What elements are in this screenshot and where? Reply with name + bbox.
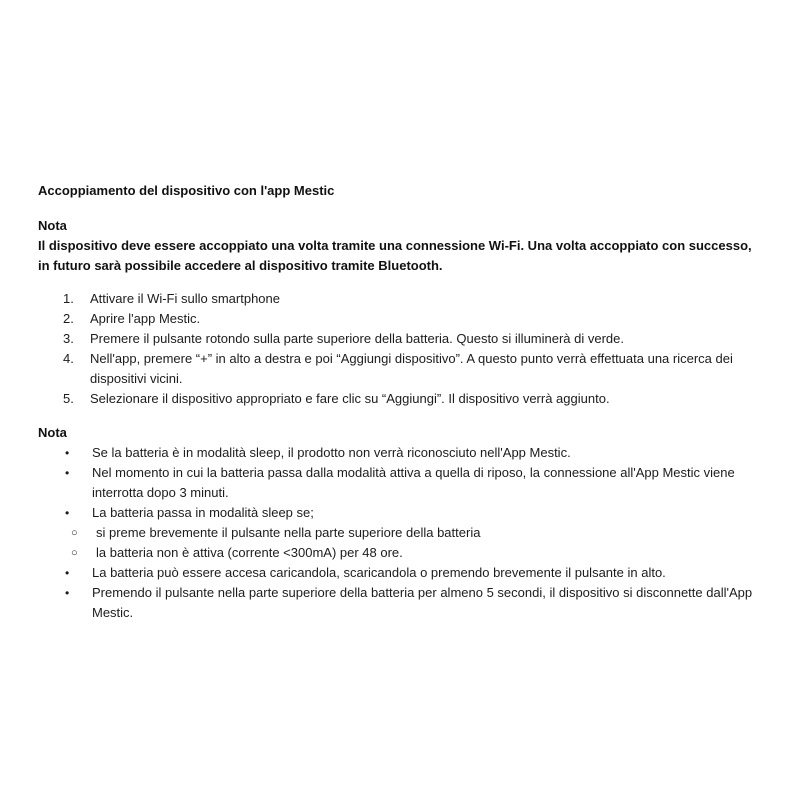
sub-bullet-text: si preme brevemente il pulsante nella parte superiore della batteria — [96, 525, 481, 540]
step-text: Selezionare il dispositivo appropriato e fare clic su “Aggiungi”. Il dispositivo verrà aggiunto. — [90, 391, 610, 406]
sub-bullet-item — [38, 543, 758, 563]
notes-bullet-list — [38, 443, 758, 623]
sub-bullet-text: la batteria non è attiva (corrente <300mA) per 48 ore. — [96, 545, 403, 560]
sub-bullet-list — [38, 523, 758, 563]
bullet-marker: • — [65, 566, 70, 580]
step-item — [38, 349, 758, 389]
step-number: 1. — [63, 291, 74, 306]
document-title: Accoppiamento del dispositivo con l'app Mestic — [38, 183, 335, 198]
bullet-marker: • — [65, 586, 70, 600]
bullet-item — [38, 463, 758, 503]
step-text: Nell'app, premere “+” in alto a destra e poi “Aggiungi dispositivo”. A questo punto verrà effettuata una ricerca dei dispositivi vicini. — [90, 351, 733, 386]
step-item — [38, 389, 758, 409]
step-text: Attivare il Wi-Fi sullo smartphone — [90, 291, 280, 306]
bullet-item — [38, 583, 758, 623]
bullet-marker: • — [65, 446, 70, 460]
bullet-item — [38, 503, 758, 523]
step-item — [38, 309, 758, 329]
note1-body: Il dispositivo deve essere accoppiato una volta tramite una connessione Wi-Fi. Una volta accoppiato con successo, in futuro sarà possibile accedere al dispositivo tramite Bluetooth. — [38, 238, 752, 273]
step-item — [38, 289, 758, 309]
step-text: Aprire l'app Mestic. — [90, 311, 201, 326]
sub-bullet-item — [38, 523, 758, 543]
bullet-marker: • — [65, 506, 70, 520]
steps-list — [38, 289, 758, 409]
bullet-item — [38, 563, 758, 583]
step-number: 5. — [63, 391, 74, 406]
note2-label: Nota — [38, 425, 67, 440]
bullet-text: La batteria può essere accesa caricandola, scaricandola o premendo brevemente il pulsante in alto. — [92, 565, 666, 580]
document-content — [38, 181, 758, 623]
bullet-marker: • — [65, 466, 70, 480]
step-number: 2. — [63, 311, 74, 326]
sub-bullet-marker: ○ — [71, 527, 78, 539]
step-text: Premere il pulsante rotondo sulla parte superiore della batteria. Questo si illuminerà di verde. — [90, 331, 625, 346]
sub-bullet-marker: ○ — [71, 547, 78, 559]
bullet-text: Premendo il pulsante nella parte superiore della batteria per almeno 5 secondi, il dispositivo si disconnette dall'App Mestic. — [92, 585, 753, 620]
sub-bullet-group — [38, 523, 758, 563]
bullet-text: Nel momento in cui la batteria passa dalla modalità attiva a quella di riposo, la connessione all'App Mestic viene interrotta dopo 3 minuti. — [92, 465, 735, 500]
step-item — [38, 329, 758, 349]
bullet-text: La batteria passa in modalità sleep se; — [92, 505, 314, 520]
step-number: 3. — [63, 331, 74, 346]
bullet-text: Se la batteria è in modalità sleep, il prodotto non verrà riconosciuto nell'App Mestic. — [92, 445, 571, 460]
note1-label: Nota — [38, 218, 67, 233]
step-number: 4. — [63, 351, 74, 366]
bullet-item — [38, 443, 758, 463]
